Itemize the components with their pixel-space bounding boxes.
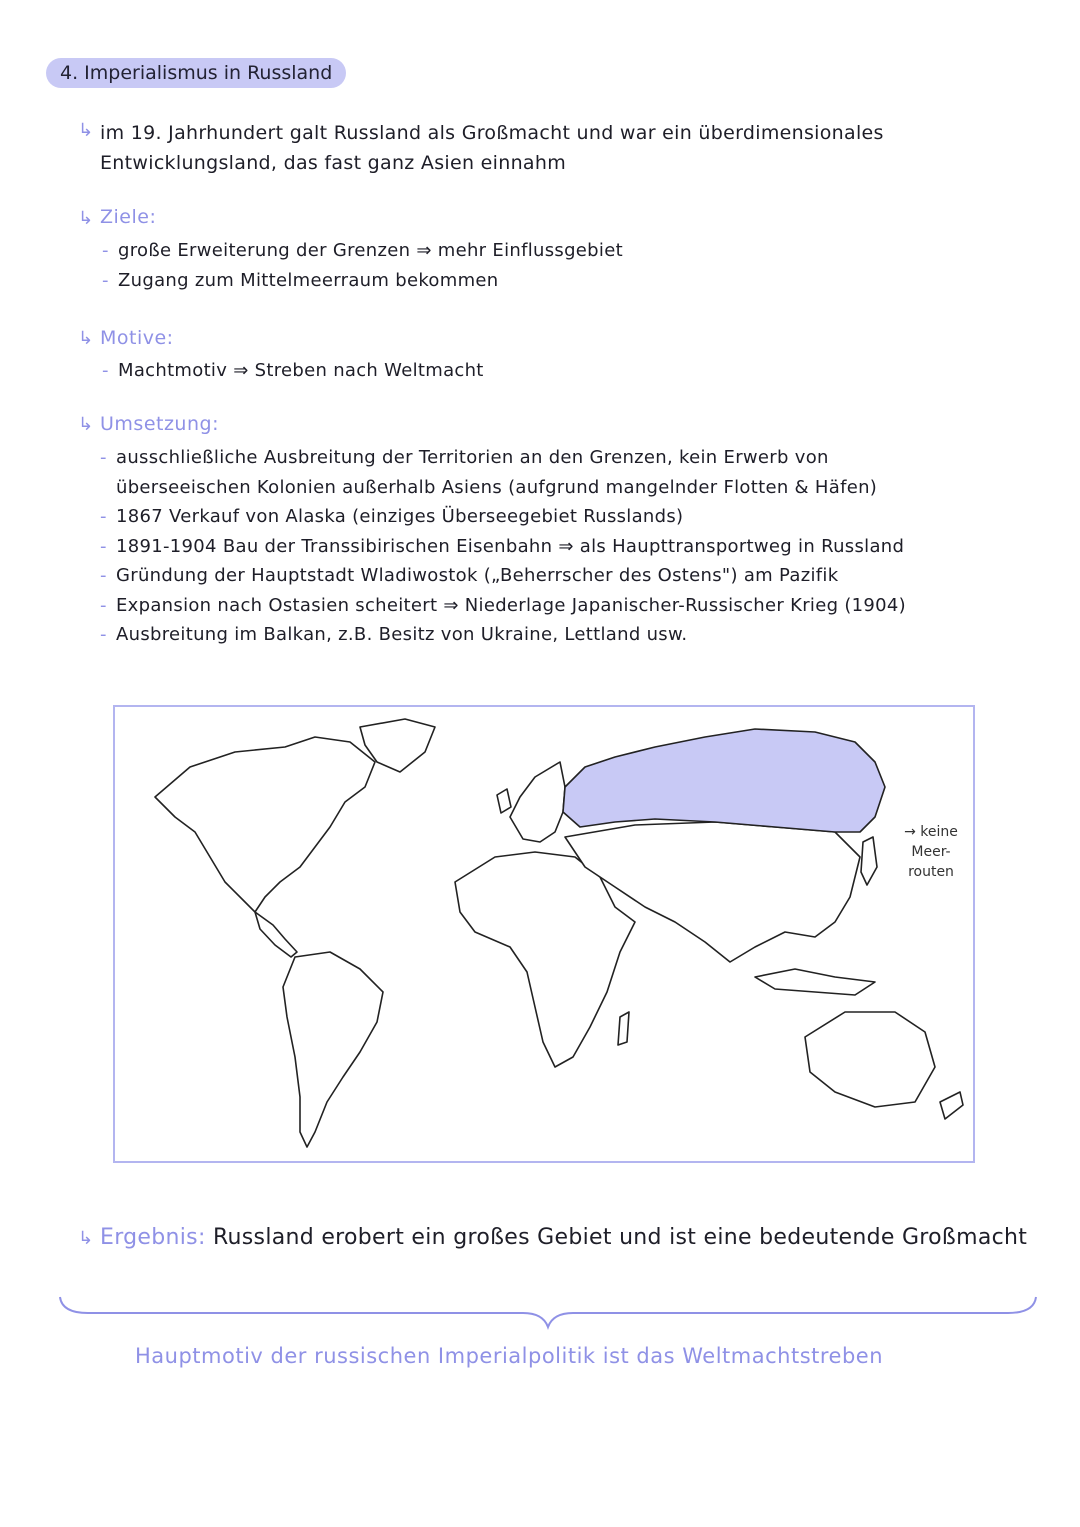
madagascar-shape <box>618 1012 629 1045</box>
new-zealand-shape <box>940 1092 963 1119</box>
umsetzung-heading: Umsetzung: <box>100 413 219 435</box>
list-item: - Ausbreitung im Balkan, z.B. Besitz von Ukraine, Lettland usw. <box>98 620 906 650</box>
south-america-shape <box>283 952 383 1147</box>
umsetzung-list <box>98 443 906 650</box>
ergebnis-line <box>100 1225 1027 1250</box>
list-item-continued: überseeischen Kolonien außerhalb Asiens (aufgrund mangelnder Flotten & Häfen) <box>116 476 878 498</box>
arrow-icon: ↳ <box>78 414 94 435</box>
map-annotation <box>898 822 964 882</box>
curly-brace-divider <box>58 1295 1038 1335</box>
list-item: - 1867 Verkauf von Alaska (einziges Überseegebiet Russlands) <box>98 502 906 532</box>
north-america-shape <box>155 737 375 912</box>
motive-heading: Motive: <box>100 327 174 349</box>
motive-list <box>100 356 484 386</box>
japan-shape <box>861 837 877 885</box>
map-note-line-1: → keine <box>904 824 958 840</box>
intro-line-2: Entwicklungsland, das fast ganz Asien einnahm <box>100 152 567 174</box>
list-item: - große Erweiterung der Grenzen ⇒ mehr Einflussgebiet <box>100 236 623 266</box>
arrow-icon: ↳ <box>78 208 94 229</box>
map-note-line-3: routen <box>908 864 954 880</box>
arrow-icon: ↳ <box>78 328 94 349</box>
list-item: - Gründung der Hauptstadt Wladiwostok („Beherrscher des Ostens") am Pazifik <box>98 561 906 591</box>
central-america-shape <box>255 912 297 957</box>
arrow-icon: ↳ <box>78 120 94 141</box>
world-map-drawing <box>115 707 973 1161</box>
ergebnis-text: Russland erobert ein großes Gebiet und ist eine bedeutende Großmacht <box>212 1225 1028 1250</box>
russia-highlight <box>563 729 885 832</box>
section-title: 4. Imperialismus in Russland <box>46 58 346 88</box>
list-item: - 1891-1904 Bau der Transsibirischen Eisenbahn ⇒ als Haupttransportweg in Russland <box>98 532 906 562</box>
indonesia-shape <box>755 969 875 995</box>
list-item: - Expansion nach Ostasien scheitert ⇒ Niederlage Japanischer-Russischer Krieg (1904) <box>98 591 906 621</box>
ziele-list <box>100 236 623 295</box>
ziele-heading: Ziele: <box>100 206 157 228</box>
africa-shape <box>455 852 635 1067</box>
intro-text <box>100 118 884 178</box>
world-map <box>113 705 975 1163</box>
europe-shape <box>510 762 565 842</box>
ergebnis-label: Ergebnis: <box>100 1225 206 1250</box>
map-note-line-2: Meer- <box>911 844 951 860</box>
list-item: - Zugang zum Mittelmeerraum bekommen <box>100 266 623 296</box>
arrow-icon: ↳ <box>78 1228 94 1249</box>
conclusion-text: Hauptmotiv der russischen Imperialpolitik ist das Weltmachtstreben <box>135 1344 884 1368</box>
uk-shape <box>497 789 511 813</box>
intro-line-1: im 19. Jahrhundert galt Russland als Großmacht und war ein überdimensionales <box>100 122 884 144</box>
australia-shape <box>805 1012 935 1107</box>
list-item: - Machtmotiv ⇒ Streben nach Weltmacht <box>100 356 484 386</box>
list-item: - ausschließliche Ausbreitung der Territorien an den Grenzen, kein Erwerb von <box>98 443 906 473</box>
